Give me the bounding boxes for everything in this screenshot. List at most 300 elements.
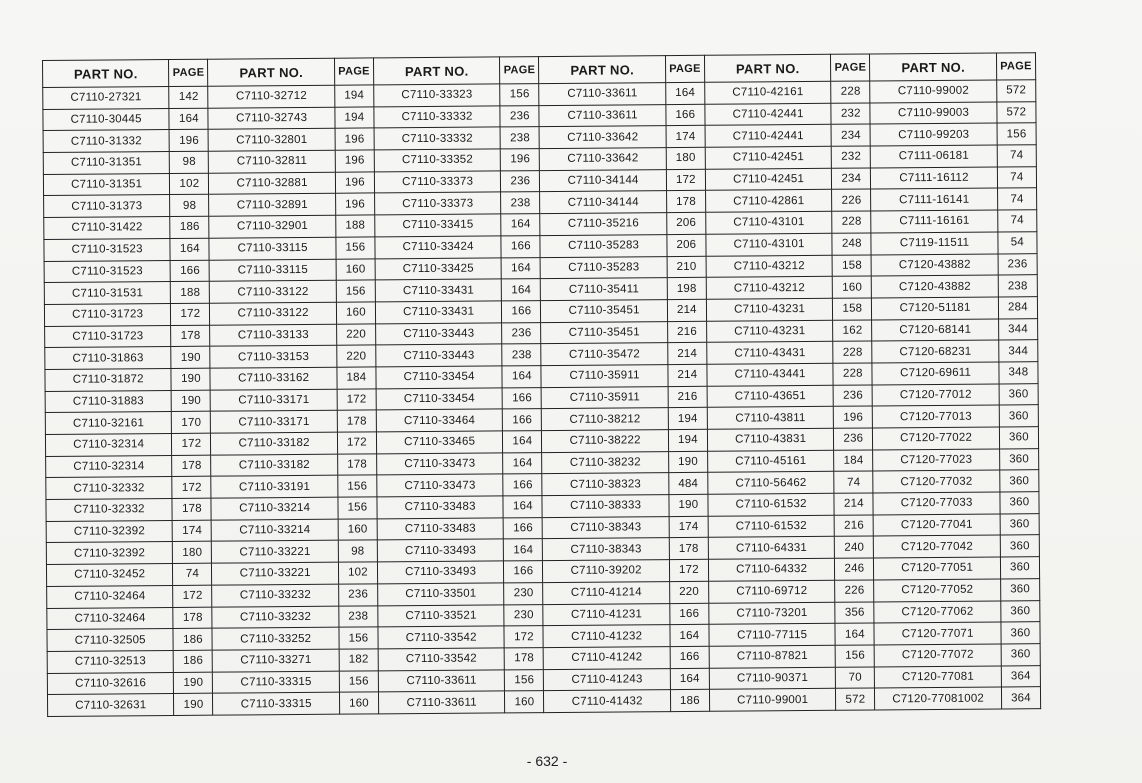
part-number-cell: C7110-31531 [44, 282, 171, 305]
part-number-cell: C7110-33443 [376, 344, 503, 367]
page-cell: 174 [172, 520, 211, 542]
part-number-cell: C7120-77033 [873, 492, 1000, 515]
page-cell: 102 [338, 562, 377, 584]
part-number-cell: C7110-33232 [212, 606, 339, 629]
part-number-cell: C7110-33431 [375, 279, 502, 302]
page-header: PAGE [169, 59, 208, 86]
page-cell: 74 [997, 166, 1036, 188]
page-cell: 484 [669, 473, 708, 495]
part-number-cell: C7110-38343 [543, 516, 670, 539]
part-number-cell: C7110-33542 [378, 626, 505, 649]
part-number-cell: C7120-77013 [873, 405, 1000, 428]
part-number-cell: C7110-33182 [211, 432, 338, 455]
page-cell: 156 [338, 497, 377, 519]
part-number-cell: C7110-33171 [211, 389, 338, 412]
part-number-cell: C7110-99002 [870, 80, 997, 103]
part-number-cell: C7110-35283 [540, 234, 667, 257]
page-cell: 160 [336, 302, 375, 324]
page-cell: 180 [173, 542, 212, 564]
part-number-cell: C7110-33315 [213, 692, 340, 715]
page-cell: 236 [834, 428, 873, 450]
part-number-cell: C7110-69712 [709, 580, 836, 603]
page-cell: 360 [1000, 470, 1039, 492]
page-cell: 178 [669, 538, 708, 560]
page-cell: 178 [504, 647, 543, 669]
page-cell: 214 [668, 343, 707, 365]
part-number-cell: C7110-39202 [543, 560, 670, 583]
part-no-header: PART NO. [870, 53, 997, 81]
page-cell: 178 [337, 454, 376, 476]
part-number-cell: C7110-33443 [376, 322, 503, 345]
page-cell: 166 [502, 300, 541, 322]
page-cell: 190 [174, 672, 213, 694]
part-number-cell: C7110-31422 [44, 217, 171, 240]
part-number-cell: C7110-31332 [43, 130, 170, 153]
page-cell: 232 [831, 103, 870, 125]
page-cell: 194 [335, 107, 374, 129]
page-cell: 160 [505, 691, 544, 713]
page-cell: 98 [170, 151, 209, 173]
page-cell: 98 [338, 540, 377, 562]
part-number-cell: C7120-77012 [872, 384, 999, 407]
part-number-cell: C7110-33642 [539, 126, 666, 149]
part-number-cell: C7110-43651 [707, 385, 834, 408]
part-number-cell: C7120-77071 [874, 622, 1001, 645]
page-cell: 160 [336, 258, 375, 280]
page-cell: 164 [670, 668, 709, 690]
part-number-cell: C7110-32616 [47, 672, 174, 695]
part-number-cell: C7110-32801 [209, 129, 336, 152]
page-cell: 348 [999, 362, 1038, 384]
part-number-cell: C7110-90371 [709, 667, 836, 690]
part-number-cell: C7110-31863 [45, 347, 172, 370]
page-cell: 284 [998, 297, 1037, 319]
page-cell: 190 [669, 494, 708, 516]
page-cell: 360 [1000, 578, 1039, 600]
part-number-cell: C7110-31373 [44, 195, 171, 218]
page-cell: 74 [997, 145, 1036, 167]
part-number-cell: C7110-33214 [212, 519, 339, 542]
part-number-cell: C7110-42451 [705, 168, 832, 191]
part-number-cell: C7110-33323 [374, 84, 501, 107]
page-cell: 178 [171, 325, 210, 347]
page-cell: 216 [667, 321, 706, 343]
page-cell: 166 [503, 409, 542, 431]
page-cell: 156 [336, 237, 375, 259]
part-number-cell: C7110-41432 [544, 690, 671, 713]
page-cell: 364 [1001, 687, 1040, 709]
part-no-header: PART NO. [208, 58, 335, 86]
part-number-cell: C7120-51181 [872, 297, 999, 320]
page-cell: 364 [1001, 665, 1040, 687]
part-number-cell: C7120-77072 [875, 644, 1002, 667]
part-number-cell: C7110-32743 [208, 107, 335, 130]
page-cell: 166 [502, 387, 541, 409]
page-cell: 166 [666, 104, 705, 126]
part-number-cell: C7110-32505 [47, 629, 174, 652]
page-cell: 164 [666, 82, 705, 104]
page-cell: 172 [504, 626, 543, 648]
part-number-cell: C7110-33332 [374, 106, 501, 129]
part-number-cell: C7110-42161 [705, 81, 832, 104]
part-number-cell: C7110-45161 [708, 450, 835, 473]
part-number-cell: C7110-31523 [44, 238, 171, 261]
page-cell: 164 [504, 539, 543, 561]
page-cell: 230 [504, 604, 543, 626]
page-cell: 170 [172, 411, 211, 433]
part-number-cell: C7110-33473 [377, 474, 504, 497]
part-number-cell: C7110-33611 [539, 83, 666, 106]
part-number-cell: C7110-33521 [378, 604, 505, 627]
part-number-cell: C7110-33424 [375, 236, 502, 259]
part-number-cell: C7110-31523 [44, 260, 171, 283]
part-number-cell: C7110-33415 [375, 214, 502, 237]
part-number-cell: C7110-32513 [47, 650, 174, 673]
part-number-cell: C7110-35411 [541, 278, 668, 301]
page-cell: 158 [833, 298, 872, 320]
table-body [43, 80, 1041, 717]
part-number-cell: C7110-43101 [706, 233, 833, 256]
part-number-cell: C7110-42441 [705, 103, 832, 126]
part-number-cell: C7110-32332 [46, 477, 173, 500]
page-cell: 166 [504, 561, 543, 583]
page-cell: 182 [339, 649, 378, 671]
page-cell: 156 [339, 627, 378, 649]
part-number-cell: C7120-69611 [872, 362, 999, 385]
page-cell: 220 [669, 581, 708, 603]
part-number-cell: C7110-33473 [377, 453, 504, 476]
part-no-header: PART NO. [43, 60, 170, 88]
page-cell: 238 [339, 605, 378, 627]
page-cell: 216 [668, 386, 707, 408]
page-header: PAGE [500, 57, 539, 84]
part-number-cell: C7110-64331 [708, 537, 835, 560]
page-cell: 190 [171, 390, 210, 412]
page-cell: 172 [171, 303, 210, 325]
part-number-cell: C7110-35216 [540, 213, 667, 236]
part-number-cell: C7110-99003 [870, 102, 997, 125]
page-cell: 102 [170, 173, 209, 195]
part-number-cell: C7110-56462 [708, 472, 835, 495]
page-cell: 196 [335, 150, 374, 172]
part-number-cell: C7110-32314 [46, 455, 173, 478]
page-cell: 236 [338, 584, 377, 606]
page-cell: 190 [174, 693, 213, 715]
page-cell: 184 [337, 367, 376, 389]
page-cell: 164 [502, 366, 541, 388]
page-cell: 236 [833, 385, 872, 407]
part-number-cell: C7110-41232 [543, 625, 670, 648]
part-number-cell: C7110-43811 [707, 407, 834, 430]
page-cell: 160 [833, 276, 872, 298]
part-number-cell: C7120-77022 [873, 427, 1000, 450]
page-cell: 156 [835, 645, 874, 667]
part-number-cell: C7110-33221 [212, 541, 339, 564]
page-cell: 160 [339, 692, 378, 714]
part-number-cell: C7110-33221 [212, 562, 339, 585]
part-number-cell: C7110-35911 [541, 365, 668, 388]
part-number-cell: C7110-32464 [47, 607, 174, 630]
part-number-cell: C7110-33115 [210, 259, 337, 282]
part-number-cell: C7110-33373 [374, 171, 501, 194]
part-number-cell: C7110-33542 [378, 648, 505, 671]
page-cell: 248 [832, 233, 871, 255]
page-header: PAGE [996, 53, 1035, 80]
part-number-cell: C7110-31351 [43, 152, 170, 175]
part-number-cell: C7120-77052 [874, 579, 1001, 602]
part-number-cell: C7111-16161 [871, 210, 998, 233]
part-number-cell: C7111-16141 [871, 188, 998, 211]
part-number-cell: C7120-77081 [875, 666, 1002, 689]
part-number-cell: C7110-38323 [542, 473, 669, 496]
page-cell: 178 [666, 191, 705, 213]
page-cell: 360 [1000, 557, 1039, 579]
part-number-cell: C7110-33315 [213, 671, 340, 694]
part-number-cell: C7110-38212 [542, 408, 669, 431]
part-number-cell: C7110-32712 [208, 85, 335, 108]
page-cell: 572 [996, 80, 1035, 102]
part-number-cell: C7110-27321 [43, 87, 170, 110]
part-number-cell: C7110-33611 [378, 669, 505, 692]
page-cell: 360 [999, 405, 1038, 427]
page-cell: 178 [173, 607, 212, 629]
part-number-cell: C7110-99203 [870, 123, 997, 146]
page-cell: 74 [173, 563, 212, 585]
part-number-cell: C7110-33642 [540, 148, 667, 171]
page-cell: 166 [503, 474, 542, 496]
part-no-header: PART NO. [704, 54, 831, 82]
part-number-cell: C7110-32464 [47, 585, 174, 608]
page-cell: 196 [335, 172, 374, 194]
part-number-cell: C7110-33115 [209, 237, 336, 260]
part-number-cell: C7120-43882 [872, 275, 999, 298]
part-number-cell: C7110-34144 [540, 191, 667, 214]
part-number-cell: C7110-43212 [706, 255, 833, 278]
part-number-cell: C7110-33214 [211, 497, 338, 520]
page-cell: 166 [670, 603, 709, 625]
part-number-cell: C7110-33611 [539, 104, 666, 127]
page-cell: 196 [834, 406, 873, 428]
part-number-cell: C7110-43231 [707, 320, 834, 343]
part-number-cell: C7110-42451 [705, 146, 832, 169]
page-cell: 54 [998, 232, 1037, 254]
page-cell: 240 [835, 536, 874, 558]
page-cell: 572 [997, 101, 1036, 123]
page-cell: 190 [668, 451, 707, 473]
part-number-cell: C7110-33352 [374, 149, 501, 172]
page-cell: 74 [998, 210, 1037, 232]
page-cell: 180 [666, 147, 705, 169]
part-number-cell: C7120-77032 [873, 470, 1000, 493]
page-cell: 220 [337, 345, 376, 367]
part-number-cell: C7110-31883 [45, 390, 172, 413]
page-cell: 216 [834, 515, 873, 537]
page-header: PAGE [334, 58, 373, 85]
page-cell: 164 [170, 238, 209, 260]
page-cell: 164 [501, 214, 540, 236]
part-number-cell: C7110-33431 [375, 301, 502, 324]
page-cell: 226 [835, 580, 874, 602]
part-number-cell: C7110-33182 [211, 454, 338, 477]
part-number-cell: C7110-30445 [43, 108, 170, 131]
part-number-cell: C7110-33501 [378, 583, 505, 606]
part-number-cell: C7110-41231 [543, 603, 670, 626]
page-cell: 164 [503, 496, 542, 518]
page-cell: 166 [501, 235, 540, 257]
part-number-cell: C7120-77051 [874, 557, 1001, 580]
page-header: PAGE [665, 55, 704, 82]
page-cell: 98 [170, 195, 209, 217]
part-number-cell: C7120-77041 [874, 514, 1001, 537]
page-cell: 236 [500, 105, 539, 127]
page-cell: 172 [173, 585, 212, 607]
part-number-cell: C7110-33454 [376, 366, 503, 389]
page-cell: 186 [670, 690, 709, 712]
part-number-cell: C7110-61532 [708, 515, 835, 538]
part-number-cell: C7110-33611 [378, 691, 505, 714]
page-cell: 228 [832, 211, 871, 233]
page-cell: 188 [171, 281, 210, 303]
page-cell: 172 [669, 559, 708, 581]
part-number-cell: C7110-33153 [210, 345, 337, 368]
part-number-cell: C7110-38222 [542, 430, 669, 453]
page-cell: 360 [1001, 600, 1040, 622]
page-cell: 178 [337, 410, 376, 432]
part-number-cell: C7110-38343 [543, 538, 670, 561]
part-number-cell: C7110-32901 [209, 215, 336, 238]
part-number-cell: C7110-33252 [212, 627, 339, 650]
part-no-header: PART NO. [539, 56, 666, 84]
part-number-cell: C7110-33464 [376, 409, 503, 432]
page-cell: 164 [670, 624, 709, 646]
part-number-cell: C7110-33483 [377, 496, 504, 519]
part-number-cell: C7110-33171 [211, 411, 338, 434]
part-number-cell: C7110-35911 [542, 386, 669, 409]
page-cell: 156 [339, 670, 378, 692]
part-number-cell: C7110-43101 [706, 211, 833, 234]
part-number-cell: C7110-31872 [45, 368, 172, 391]
part-number-cell: C7110-43441 [707, 363, 834, 386]
page-cell: 160 [338, 519, 377, 541]
page-cell: 194 [335, 85, 374, 107]
part-number-cell: C7110-33232 [212, 584, 339, 607]
page-cell: 166 [670, 646, 709, 668]
part-number-cell: C7110-33373 [375, 192, 502, 215]
part-no-header: PART NO. [373, 57, 500, 85]
page-cell: 172 [337, 389, 376, 411]
page-cell: 234 [831, 124, 870, 146]
part-number-cell: C7110-33133 [210, 324, 337, 347]
page-cell: 196 [501, 149, 540, 171]
page-cell: 174 [669, 516, 708, 538]
part-number-cell: C7110-33332 [374, 127, 501, 150]
page-cell: 188 [336, 215, 375, 237]
part-number-cell: C7110-35451 [541, 299, 668, 322]
part-number-cell: C7110-31723 [44, 303, 171, 326]
page-cell: 360 [999, 448, 1038, 470]
part-number-cell: C7110-35283 [541, 256, 668, 279]
page-cell: 194 [668, 408, 707, 430]
page-cell: 228 [831, 81, 870, 103]
page-cell: 196 [169, 130, 208, 152]
page-cell: 360 [1000, 492, 1039, 514]
part-number-cell: C7110-33483 [377, 518, 504, 541]
page-cell: 238 [502, 344, 541, 366]
page-cell: 232 [832, 146, 871, 168]
page-cell: 178 [172, 498, 211, 520]
part-number-cell: C7110-32161 [45, 412, 172, 435]
page-cell: 164 [503, 431, 542, 453]
part-number-cell: C7110-43212 [706, 276, 833, 299]
page-cell: 172 [666, 169, 705, 191]
page-cell: 214 [667, 299, 706, 321]
page-cell: 74 [834, 471, 873, 493]
part-number-cell: C7110-38232 [542, 451, 669, 474]
part-number-cell: C7110-42861 [705, 190, 832, 213]
part-number-cell: C7110-32811 [209, 150, 336, 173]
page-cell: 164 [501, 257, 540, 279]
parts-index-table [42, 52, 1041, 717]
page-cell: 214 [668, 364, 707, 386]
page-cell: 164 [503, 452, 542, 474]
page-cell: 206 [667, 212, 706, 234]
part-number-cell: C7110-33465 [376, 431, 503, 454]
page-cell: 228 [833, 363, 872, 385]
page-cell: 156 [338, 475, 377, 497]
page-cell: 178 [172, 455, 211, 477]
page-cell: 344 [998, 318, 1037, 340]
part-number-cell: C7110-77115 [709, 623, 836, 646]
page-cell: 156 [997, 123, 1036, 145]
page-cell: 226 [832, 189, 871, 211]
page-cell: 214 [834, 493, 873, 515]
part-number-cell: C7110-34144 [540, 169, 667, 192]
page-cell: 246 [835, 558, 874, 580]
page-cell: 360 [1000, 535, 1039, 557]
page-cell: 572 [836, 688, 875, 710]
page-cell: 74 [997, 188, 1036, 210]
page-cell: 174 [666, 126, 705, 148]
part-number-cell: C7110-33454 [376, 388, 503, 411]
part-number-cell: C7119-11511 [871, 232, 998, 255]
page-cell: 236 [998, 253, 1037, 275]
page-cell: 162 [833, 320, 872, 342]
page-cell: 236 [502, 322, 541, 344]
part-number-cell: C7120-77062 [874, 600, 1001, 623]
part-number-cell: C7110-33122 [210, 302, 337, 325]
page-cell: 194 [668, 429, 707, 451]
part-number-cell: C7110-41214 [543, 581, 670, 604]
part-number-cell: C7110-43431 [707, 342, 834, 365]
page-cell: 156 [500, 84, 539, 106]
part-number-cell: C7120-77081002 [875, 687, 1002, 710]
part-number-cell: C7110-42441 [705, 125, 832, 148]
page-cell: 360 [1000, 513, 1039, 535]
part-number-cell: C7120-68231 [872, 340, 999, 363]
page-cell: 360 [1001, 644, 1040, 666]
page-cell: 186 [170, 216, 209, 238]
part-number-cell: C7110-32881 [209, 172, 336, 195]
page-cell: 206 [667, 234, 706, 256]
part-number-cell: C7110-41243 [544, 668, 671, 691]
part-number-cell: C7110-32314 [45, 433, 172, 456]
page-cell: 238 [500, 127, 539, 149]
page-cell: 164 [169, 108, 208, 130]
part-number-cell: C7110-33271 [213, 649, 340, 672]
page-cell: 360 [999, 427, 1038, 449]
part-number-cell: C7110-33191 [211, 476, 338, 499]
part-number-cell: C7111-16112 [871, 167, 998, 190]
